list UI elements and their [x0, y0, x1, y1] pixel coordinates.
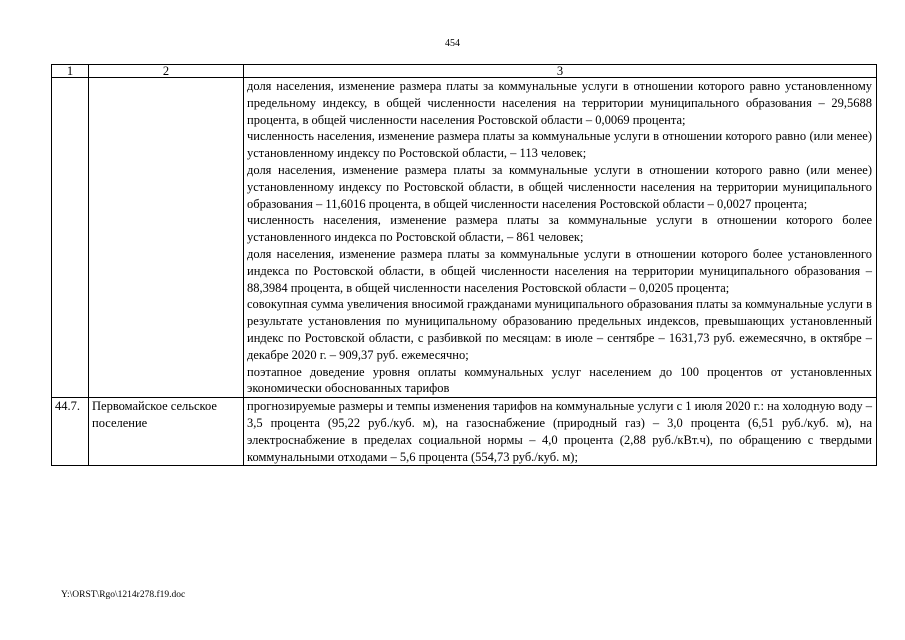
paragraph: поэтапное доведение уровня оплаты коммунальных услуг населением до 100 процентов от установленных экономически обоснованных тарифов	[247, 364, 872, 396]
paragraph: доля населения, изменение размера платы за коммунальные услуги в отношении которого равно установленному предельному индексу, в общей численности населения на территории муниципального образования – 29,5688 процента, в общей численности населения Ростовской области – 0,0069 процента;	[247, 79, 872, 127]
table-row	[52, 398, 877, 466]
column-header-1: 1	[52, 65, 89, 78]
row-number-cell	[52, 78, 89, 398]
table-row	[52, 78, 877, 398]
column-header-2: 2	[89, 65, 244, 78]
paragraph: доля населения, изменение размера платы за коммунальные услуги в отношении которого более установленного индекса по Ростовской области, в общей численности населения на территории муниципального образования – 88,3984 процента, в общей численности населения Ростовской области – 0,0205 процента;	[247, 246, 872, 295]
page-number: 454	[445, 38, 460, 49]
paragraph: численность населения, изменение размера платы за коммунальные услуги в отношении которого равно (или менее) установленному индексу по Ростовской области, – 113 человек;	[247, 129, 872, 161]
paragraph: совокупная сумма увеличения вносимой гражданами муниципального образования платы за коммунальные услуги в результате установления по муниципальному образованию предельных индексов, превышающих установленный индекс по Ростовской области, с разбивкой по месяцам: в июле – сентябре – 1631,73 руб. ежемесячно, в октябре – декабре 2020 г. – 909,37 руб. ежемесячно;	[247, 297, 872, 362]
table-header-row	[52, 65, 877, 78]
paragraph: численность населения, изменение размера платы за коммунальные услуги в отношении которого более установленного индекса по Ростовской области, – 861 человек;	[247, 213, 872, 245]
indicators-cell	[244, 398, 877, 466]
municipality-name-cell	[89, 78, 244, 398]
paragraph: доля населения, изменение размера платы за коммунальные услуги в отношении которого равно (или менее) установленному индексу по Ростовской области, в общей численности населения на территории муниципального образования – 11,6016 процента, в общей численности населения Ростовской области – 0,0027 процента;	[247, 162, 872, 211]
paragraph: прогнозируемые размеры и темпы изменения тарифов на коммунальные услуги с 1 июля 2020 г.: на холодную воду – 3,5 процента (95,22 руб./куб. м), на газоснабжение (природный газ) – 3,0 процента (6,51 руб./куб. м), на электроснабжение в пределах социальной нормы – 4,0 процента (2,88 руб./кВт.ч), по обращению с твердыми коммунальными отходами – 5,6 процента (554,73 руб./куб. м);	[247, 399, 872, 464]
row-number-cell: 44.7.	[52, 398, 89, 466]
indicators-cell	[244, 78, 877, 398]
column-header-3: 3	[244, 65, 877, 78]
file-path-footer: Y:\ORST\Rgo\1214r278.f19.doc	[61, 590, 186, 600]
document-table	[51, 64, 877, 466]
municipality-name-cell: Первомайское сельское поселение	[89, 398, 244, 466]
